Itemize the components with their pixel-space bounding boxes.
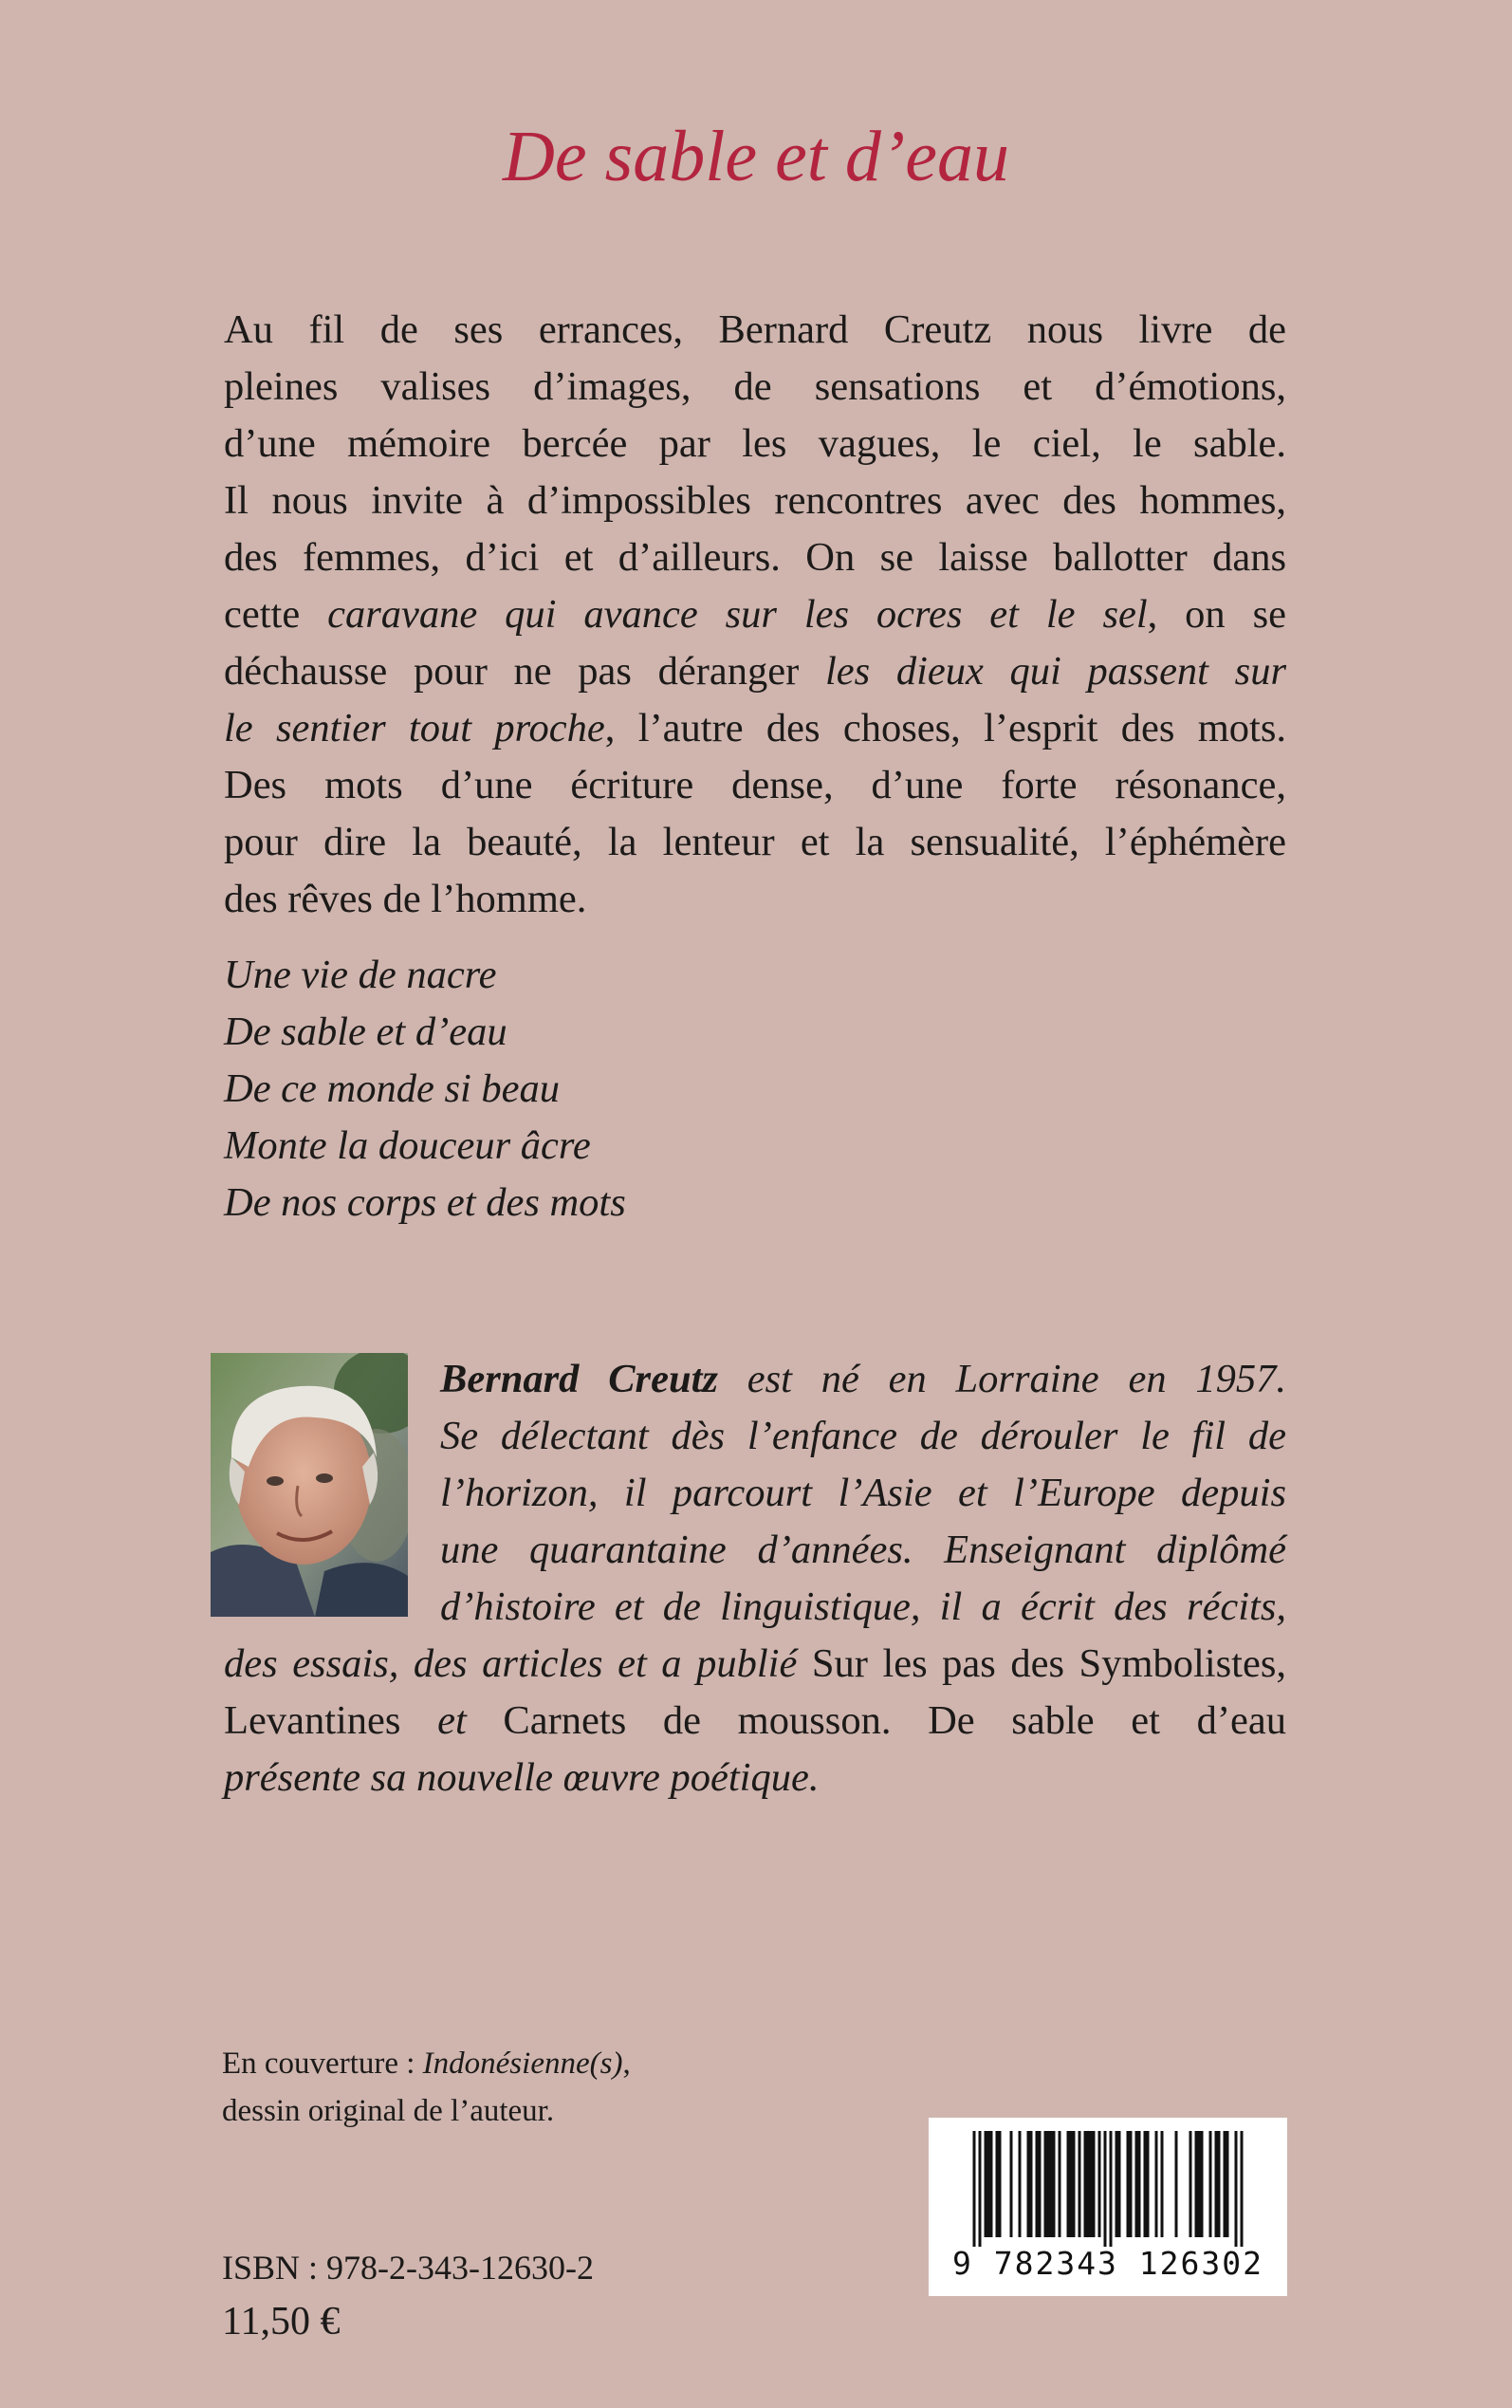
barcode-bar bbox=[1209, 2131, 1212, 2237]
barcode-bar bbox=[999, 2131, 1002, 2237]
barcode-bar bbox=[1027, 2131, 1030, 2237]
barcode-bar bbox=[1116, 2131, 1118, 2237]
barcode-bar bbox=[990, 2131, 993, 2237]
book-title: De sable et d’eau bbox=[503, 117, 1009, 196]
text-segment: Des mots d’une écriture dense, d’une forte résonance, bbox=[224, 763, 1286, 807]
barcode-bar bbox=[1090, 2131, 1093, 2237]
barcode-bar bbox=[1010, 2131, 1013, 2237]
barcode-bar bbox=[1144, 2131, 1147, 2237]
barcode-bar bbox=[1093, 2131, 1096, 2237]
text-segment: Levantines bbox=[224, 1698, 438, 1743]
summary-line bbox=[224, 359, 1286, 416]
text-segment: présente sa nouvelle œuvre poétique. bbox=[224, 1755, 820, 1800]
text-segment: cette bbox=[224, 592, 328, 637]
poem-line: Une vie de nacre bbox=[224, 953, 497, 997]
summary-text bbox=[224, 302, 1286, 928]
summary-line bbox=[224, 700, 1286, 757]
barcode-bar bbox=[979, 2131, 982, 2247]
barcode-bar bbox=[985, 2131, 987, 2237]
poem bbox=[224, 947, 626, 1232]
summary-line bbox=[224, 643, 1286, 700]
summary-line bbox=[224, 529, 1286, 586]
barcode-bar bbox=[1161, 2131, 1164, 2237]
barcode-bar bbox=[1147, 2131, 1150, 2237]
barcode-bar bbox=[987, 2131, 990, 2237]
poem-line: De nos corps et des mots bbox=[224, 1180, 626, 1225]
barcode-bar bbox=[1195, 2131, 1198, 2237]
barcode-bar bbox=[1155, 2131, 1158, 2237]
text-segment: le sentier tout proche bbox=[224, 706, 605, 750]
barcode-bar bbox=[1079, 2131, 1081, 2237]
text-segment: Au fil de ses errances, Bernard Creutz nous livre de bbox=[224, 307, 1286, 352]
barcode-bar bbox=[1104, 2131, 1107, 2247]
summary-line bbox=[224, 416, 1286, 472]
text-segment: et bbox=[437, 1698, 467, 1743]
text-segment: Bernard Creutz bbox=[440, 1357, 718, 1401]
credits-line-1: En couverture : Indonésienne(s), bbox=[222, 2047, 631, 2081]
barcode-bar bbox=[1138, 2131, 1141, 2237]
text-segment: Il nous invite à d’impossibles rencontres avec des hommes, bbox=[224, 478, 1286, 523]
text-segment: pleines valises d’images, de sensations et d’émotions, bbox=[224, 364, 1286, 409]
bio-line bbox=[440, 1465, 1286, 1522]
barcode-bar bbox=[1039, 2131, 1042, 2237]
text-segment: déchausse pour ne pas déranger bbox=[224, 649, 825, 694]
text-segment: Se délectant dès l’enfance de dérouler le fil de bbox=[440, 1414, 1286, 1458]
bio-line bbox=[224, 1750, 1286, 1806]
barcode-bar bbox=[1059, 2131, 1061, 2237]
barcode-bar bbox=[1127, 2131, 1130, 2237]
barcode-bar bbox=[1050, 2131, 1053, 2237]
barcode-digits: 9 782343 126302 bbox=[951, 2245, 1263, 2282]
barcode-bar bbox=[1226, 2131, 1229, 2237]
barcode-bar bbox=[1130, 2131, 1133, 2237]
price-text: 11,50 € bbox=[222, 2300, 341, 2343]
bio-line bbox=[440, 1579, 1286, 1636]
summary-line bbox=[224, 757, 1286, 814]
barcode-bar bbox=[1019, 2131, 1022, 2237]
bio-line bbox=[440, 1351, 1286, 1408]
text-segment: d’une mémoire bercée par les vagues, le ciel, le sable. bbox=[224, 421, 1286, 466]
text-segment: pour dire la beauté, la lenteur et la sensualité, l’éphémère bbox=[224, 820, 1286, 864]
barcode-bar bbox=[1235, 2131, 1238, 2247]
barcode-bar bbox=[1215, 2131, 1218, 2237]
text-segment: Carnets de mousson. De sable et d’eau bbox=[466, 1698, 1286, 1743]
text-segment: Sur les pas des Symbolistes, bbox=[797, 1641, 1286, 1686]
barcode bbox=[929, 2118, 1287, 2296]
barcode-bar bbox=[1073, 2131, 1076, 2237]
text-segment: , on se bbox=[1147, 592, 1286, 637]
summary-line bbox=[224, 472, 1286, 529]
text-segment: est né en Lorraine en 1957. bbox=[717, 1357, 1286, 1401]
bio-line bbox=[440, 1522, 1286, 1579]
text-segment: les dieux qui passent sur bbox=[824, 649, 1286, 694]
isbn-text: ISBN : 978-2-343-12630-2 bbox=[222, 2249, 594, 2287]
text-segment: l’horizon, il parcourt l’Asie et l’Europe depuis bbox=[440, 1471, 1286, 1515]
summary-line bbox=[224, 302, 1286, 359]
summary-line bbox=[224, 586, 1286, 643]
barcode-bar bbox=[1036, 2131, 1039, 2237]
barcode-bar bbox=[1198, 2131, 1201, 2237]
text-segment: , l’autre des choses, l’esprit des mots. bbox=[604, 706, 1286, 750]
summary-line bbox=[224, 814, 1286, 871]
bio-line bbox=[224, 1693, 1286, 1750]
barcode-bar bbox=[1047, 2131, 1050, 2237]
barcode-bar bbox=[1110, 2131, 1113, 2247]
barcode-bar bbox=[1053, 2131, 1056, 2237]
barcode-bar bbox=[1189, 2131, 1192, 2237]
barcode-bar bbox=[1224, 2131, 1226, 2237]
author-bio bbox=[224, 1351, 1286, 1806]
summary-line bbox=[224, 871, 1286, 928]
text-segment: des essais, des articles et a publié bbox=[224, 1641, 798, 1686]
barcode-bar bbox=[1118, 2131, 1121, 2237]
text-segment: d’histoire et de linguistique, il a écrit des récits, bbox=[440, 1584, 1286, 1629]
bio-line bbox=[440, 1408, 1286, 1465]
barcode-bar bbox=[1067, 2131, 1070, 2237]
barcode-bar bbox=[1241, 2131, 1244, 2247]
barcode-bar bbox=[1044, 2131, 1047, 2237]
barcode-bar bbox=[1084, 2131, 1087, 2237]
barcode-bar bbox=[1098, 2131, 1101, 2237]
barcode-bars bbox=[929, 2118, 1287, 2251]
text-segment: une quarantaine d’années. Enseignant diplômé bbox=[440, 1528, 1286, 1572]
poem-line: De ce monde si beau bbox=[224, 1066, 561, 1111]
text-segment: des rêves de l’homme. bbox=[224, 877, 587, 921]
cover-credits bbox=[222, 2040, 631, 2135]
barcode-bar bbox=[996, 2131, 999, 2237]
barcode-bar bbox=[1030, 2131, 1033, 2237]
barcode-bar bbox=[1070, 2131, 1073, 2237]
text-segment: caravane qui avance sur les ocres et le sel bbox=[327, 592, 1148, 637]
barcode-bar bbox=[973, 2131, 976, 2247]
barcode-bar bbox=[1201, 2131, 1204, 2237]
text-segment: des femmes, d’ici et d’ailleurs. On se laisse ballotter dans bbox=[224, 535, 1286, 580]
barcode-bar bbox=[1175, 2131, 1178, 2237]
poem-line: Monte la douceur âcre bbox=[224, 1123, 591, 1168]
bio-line bbox=[224, 1636, 1286, 1693]
barcode-bar bbox=[1087, 2131, 1090, 2237]
barcode-bar bbox=[1218, 2131, 1221, 2237]
barcode-bar bbox=[1135, 2131, 1138, 2237]
poem-line: De sable et d’eau bbox=[224, 1010, 507, 1054]
credits-line-2: dessin original de l’auteur. bbox=[222, 2094, 555, 2128]
